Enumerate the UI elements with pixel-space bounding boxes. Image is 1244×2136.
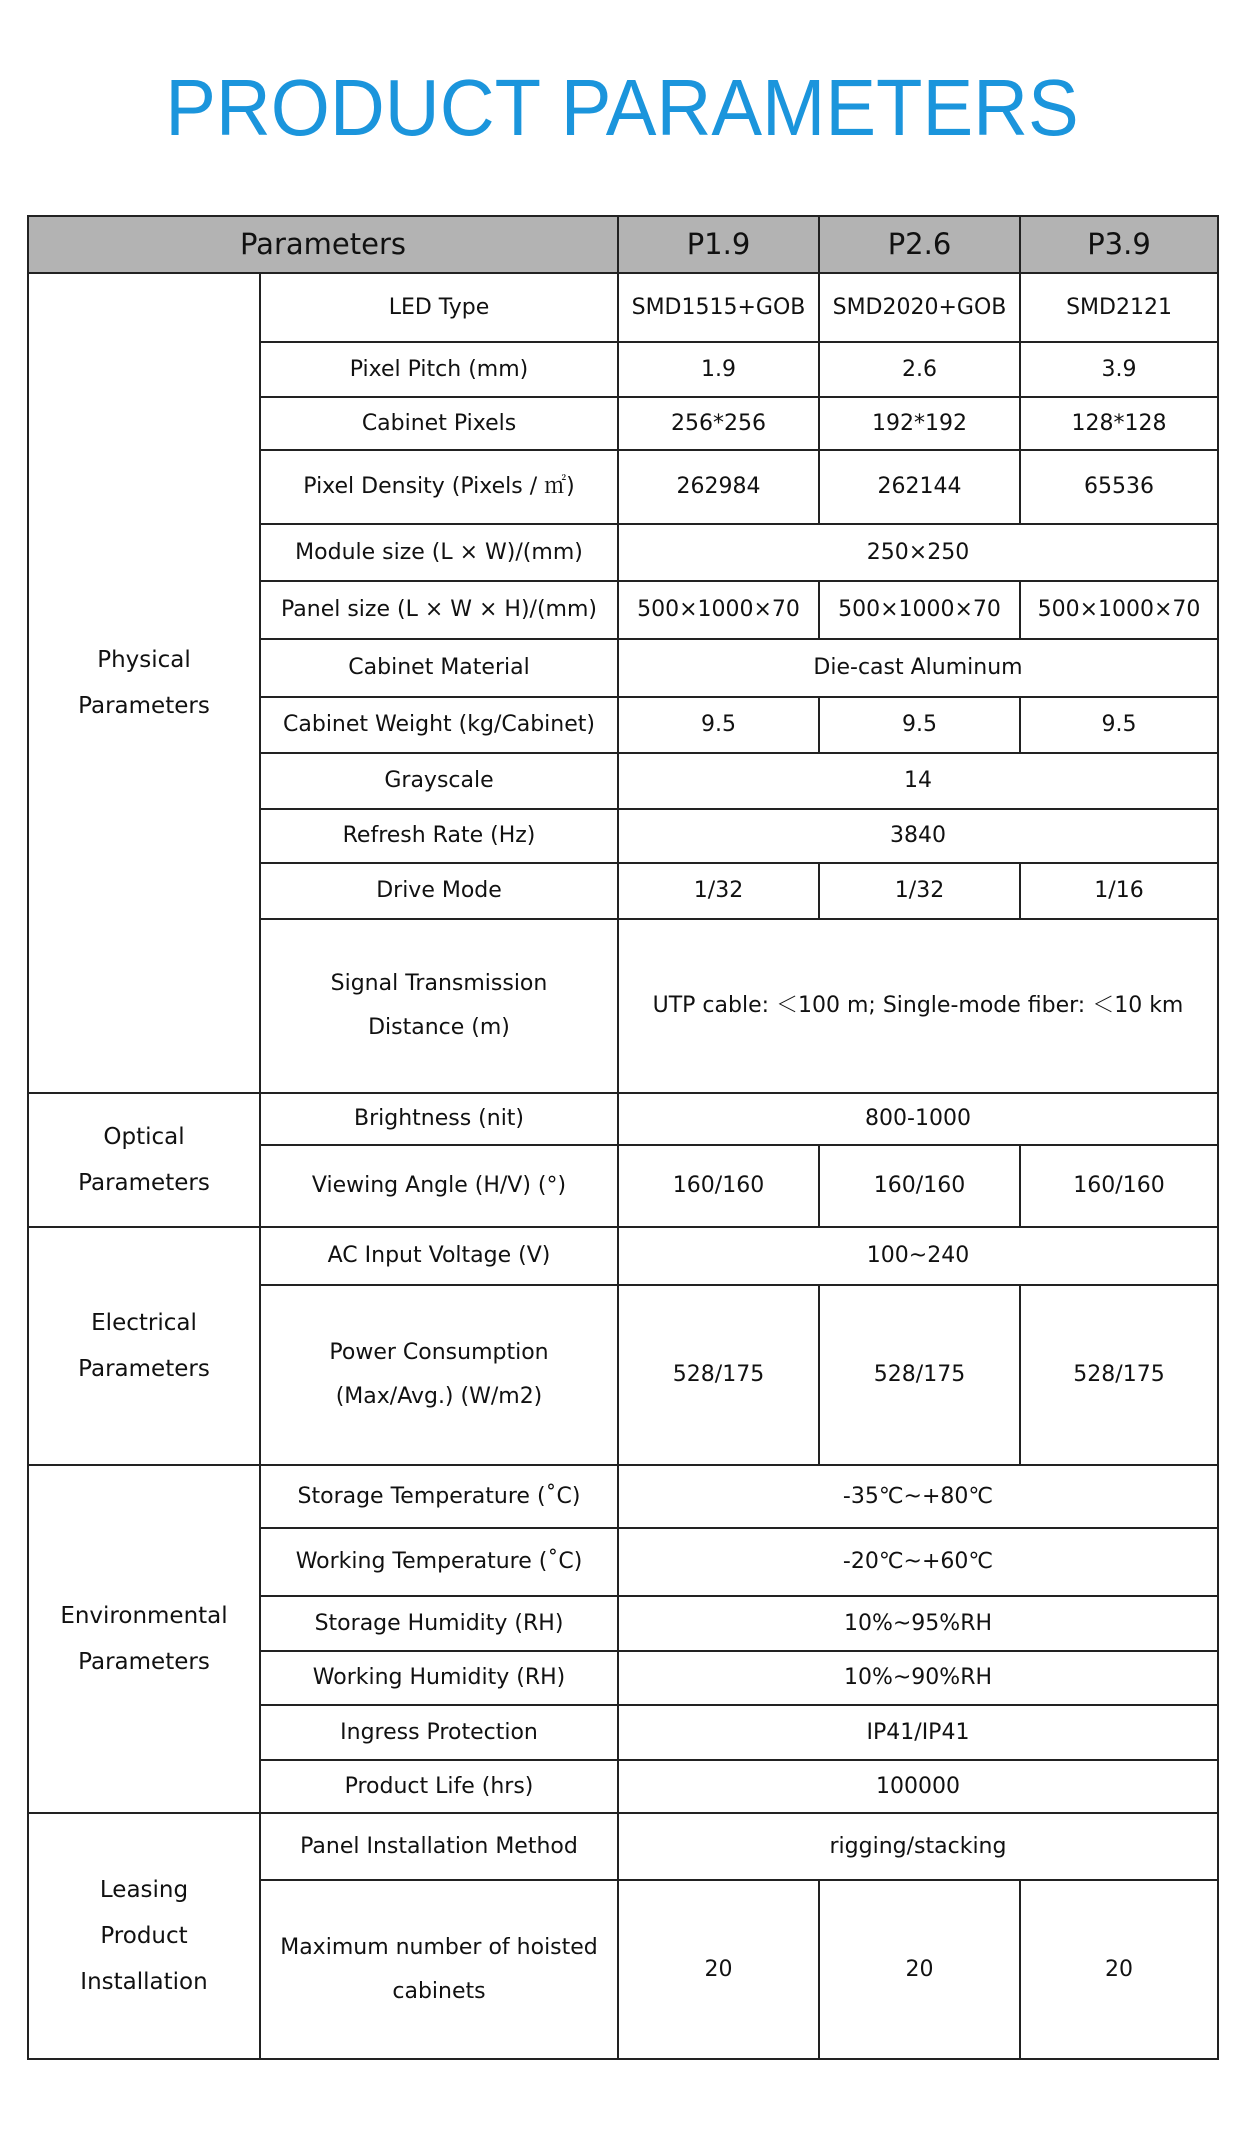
parameter-label: Cabinet Pixels (260, 397, 618, 450)
parameter-label: Cabinet Material (260, 639, 618, 697)
parameter-label: Power Consumption (Max/Avg.) (W/m2) (260, 1285, 618, 1465)
parameter-label: Pixel Density (Pixels / ㎡) (260, 450, 618, 524)
parameter-value: 1/16 (1020, 863, 1218, 919)
parameter-value: 256*256 (618, 397, 819, 450)
parameter-value: -35℃~+80℃ (618, 1465, 1218, 1528)
parameter-value: 20 (1020, 1880, 1218, 2059)
parameter-value: 128*128 (1020, 397, 1218, 450)
parameter-value: 9.5 (618, 697, 819, 753)
parameter-label: Cabinet Weight (kg/Cabinet) (260, 697, 618, 753)
parameter-value: 3.9 (1020, 342, 1218, 397)
parameters-table (27, 215, 1219, 2060)
parameter-value: SMD1515+GOB (618, 273, 819, 342)
parameter-value: 20 (819, 1880, 1020, 2059)
table-row (28, 1813, 1218, 1880)
parameter-value: 10%~90%RH (618, 1651, 1218, 1705)
table-header-row (28, 216, 1218, 273)
parameter-value: 9.5 (1020, 697, 1218, 753)
header-model: P3.9 (1020, 216, 1218, 273)
table-row (28, 1093, 1218, 1145)
parameter-label: Working Temperature (˚C) (260, 1528, 618, 1596)
parameter-label: Storage Humidity (RH) (260, 1596, 618, 1651)
parameter-value: 2.6 (819, 342, 1020, 397)
parameter-label: Working Humidity (RH) (260, 1651, 618, 1705)
parameter-value: 3840 (618, 809, 1218, 863)
parameter-label: Brightness (nit) (260, 1093, 618, 1145)
parameter-value: 262984 (618, 450, 819, 524)
parameter-value: 10%~95%RH (618, 1596, 1218, 1651)
parameter-value: 1/32 (618, 863, 819, 919)
table-row (28, 1227, 1218, 1285)
parameter-label: Grayscale (260, 753, 618, 809)
parameter-value: 250×250 (618, 524, 1218, 581)
table-row (28, 1465, 1218, 1528)
parameter-label: Drive Mode (260, 863, 618, 919)
parameter-label: Pixel Pitch (mm) (260, 342, 618, 397)
parameter-label: AC Input Voltage (V) (260, 1227, 618, 1285)
table-row (28, 273, 1218, 342)
parameter-label: Module size (L × W)/(mm) (260, 524, 618, 581)
group-label: Electrical Parameters (28, 1227, 260, 1465)
parameter-label: LED Type (260, 273, 618, 342)
parameter-value: 528/175 (618, 1285, 819, 1465)
parameter-value: 528/175 (1020, 1285, 1218, 1465)
parameter-value: -20℃~+60℃ (618, 1528, 1218, 1596)
parameter-value: 20 (618, 1880, 819, 2059)
parameter-label: Maximum number of hoisted cabinets (260, 1880, 618, 2059)
parameter-label: Signal Transmission Distance (m) (260, 919, 618, 1093)
parameter-value: 160/160 (1020, 1145, 1218, 1227)
parameter-value: rigging/stacking (618, 1813, 1218, 1880)
parameter-label: Storage Temperature (˚C) (260, 1465, 618, 1528)
group-label: Environmental Parameters (28, 1465, 260, 1813)
parameter-value: 262144 (819, 450, 1020, 524)
parameter-value: 160/160 (819, 1145, 1020, 1227)
parameter-label: Product Life (hrs) (260, 1760, 618, 1813)
page-title: PRODUCT PARAMETERS (165, 63, 1079, 152)
group-label: Physical Parameters (28, 273, 260, 1093)
parameter-value: 9.5 (819, 697, 1020, 753)
parameter-label: Refresh Rate (Hz) (260, 809, 618, 863)
parameter-value: SMD2020+GOB (819, 273, 1020, 342)
parameter-value: UTP cable: ＜100 m; Single-mode fiber: ＜10 km (618, 919, 1218, 1093)
header-model: P2.6 (819, 216, 1020, 273)
parameter-label: Viewing Angle (H/V) (°) (260, 1145, 618, 1227)
parameter-value: 100000 (618, 1760, 1218, 1813)
parameter-value: Die-cast Aluminum (618, 639, 1218, 697)
parameter-value: 500×1000×70 (618, 581, 819, 639)
parameter-value: IP41/IP41 (618, 1705, 1218, 1760)
parameter-value: SMD2121 (1020, 273, 1218, 342)
header-model: P1.9 (618, 216, 819, 273)
parameter-value: 1.9 (618, 342, 819, 397)
group-label: Optical Parameters (28, 1093, 260, 1227)
parameter-value: 14 (618, 753, 1218, 809)
parameter-value: 1/32 (819, 863, 1020, 919)
parameter-value: 160/160 (618, 1145, 819, 1227)
parameter-label: Panel Installation Method (260, 1813, 618, 1880)
group-label: Leasing Product Installation (28, 1813, 260, 2059)
parameter-value: 528/175 (819, 1285, 1020, 1465)
parameter-label: Panel size (L × W × H)/(mm) (260, 581, 618, 639)
parameter-value: 800-1000 (618, 1093, 1218, 1145)
parameter-value: 65536 (1020, 450, 1218, 524)
parameter-value: 500×1000×70 (819, 581, 1020, 639)
parameter-value: 500×1000×70 (1020, 581, 1218, 639)
parameter-value: 192*192 (819, 397, 1020, 450)
header-parameters: Parameters (28, 216, 618, 273)
parameter-label: Ingress Protection (260, 1705, 618, 1760)
parameter-value: 100~240 (618, 1227, 1218, 1285)
